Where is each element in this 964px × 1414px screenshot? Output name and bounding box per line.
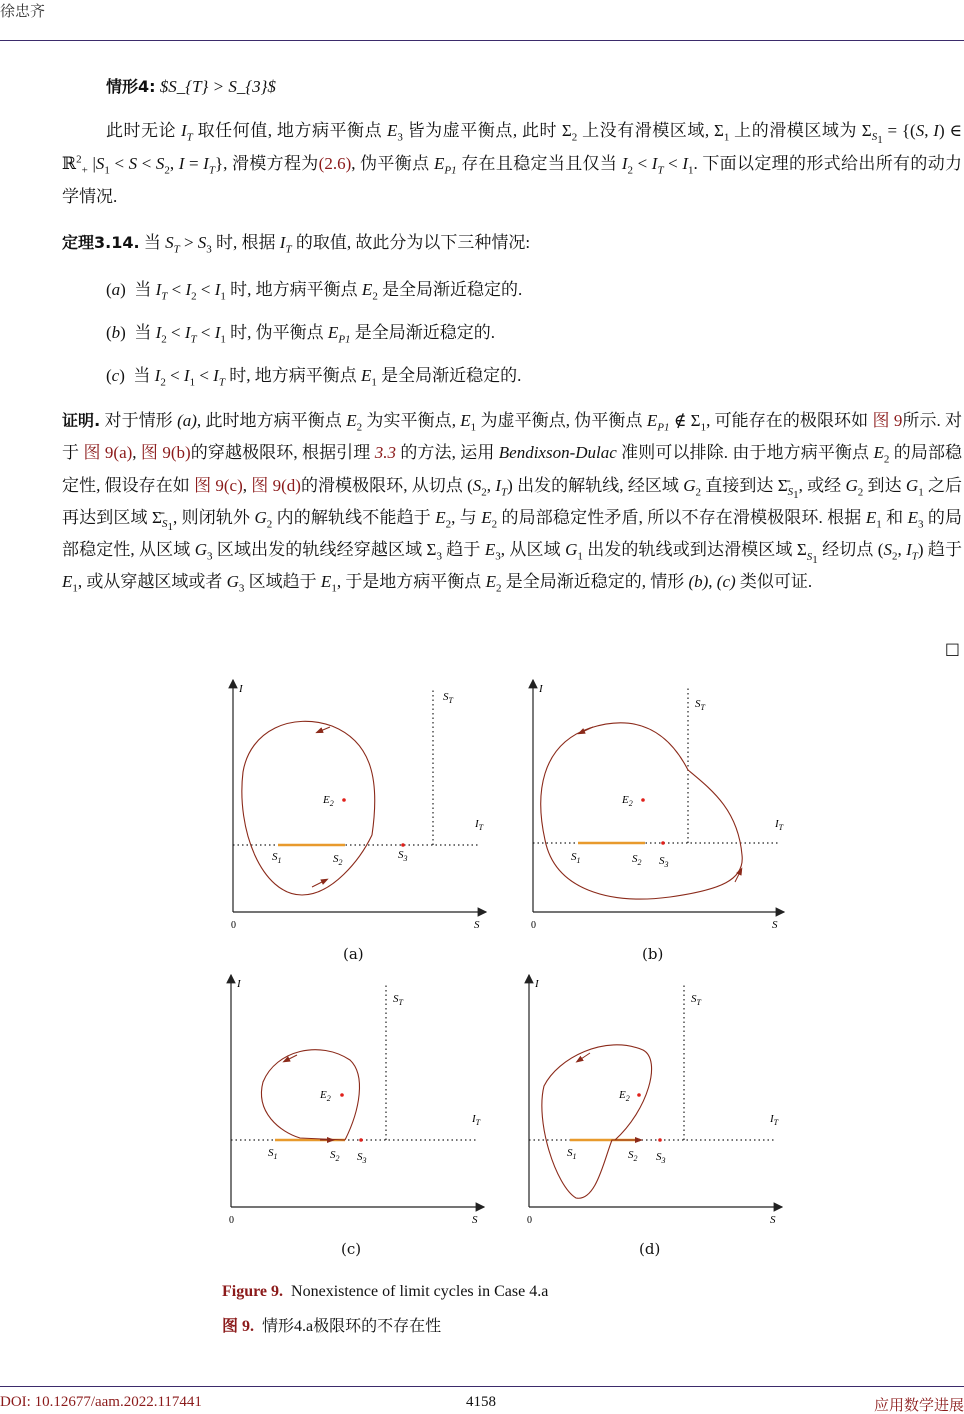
caption-en-text: Nonexistence of limit cycles in Case 4.a xyxy=(291,1283,549,1300)
equilibrium-E2-dot xyxy=(342,798,346,802)
y-axis-label: I xyxy=(535,978,539,990)
running-header-author: 徐忠齐 xyxy=(0,2,46,20)
theorem-label: 定理3.14. xyxy=(62,233,140,252)
x-axis-label: S xyxy=(474,919,480,931)
footer-doi[interactable]: DOI: 10.12677/aam.2022.117441 xyxy=(0,1394,202,1410)
S2-label: $S_2$ xyxy=(632,853,642,867)
IT-label: $I_T$ xyxy=(770,1113,779,1127)
x-axis-label: S xyxy=(770,1214,776,1226)
S3-label: $S_3$ xyxy=(656,1151,666,1165)
IT-label: $I_T$ xyxy=(775,818,784,832)
phase-portrait-d xyxy=(527,975,782,1226)
phase-portrait-c xyxy=(229,975,484,1226)
S1-label: $S_1$ xyxy=(571,851,581,865)
equilibrium-E2-dot xyxy=(637,1093,641,1097)
S3-label: $S_3$ xyxy=(398,849,408,863)
point-S3-dot xyxy=(661,841,665,845)
footer-page-number: 4158 xyxy=(466,1394,496,1410)
caption-zh-text: 情形4.a极限环的不存在性 xyxy=(262,1318,442,1335)
limit-cycle-trajectory xyxy=(261,1050,359,1140)
ST-label: $S_T$ xyxy=(691,993,701,1007)
theorem-item-a: (a) 当 $I_T < I_2 < I_1$ 时, 地方病平衡点 $E_2$ 是全局渐近稳定的. xyxy=(106,280,523,303)
ST-label: $S_T$ xyxy=(393,993,403,1007)
S3-label: $S_3$ xyxy=(357,1151,367,1165)
E2-label: $E_2$ xyxy=(622,794,633,808)
panel-label-a: (a) xyxy=(343,945,364,963)
y-axis-label: I xyxy=(539,683,543,695)
panel-label-c: (c) xyxy=(341,1240,362,1258)
case-label: 情形4: xyxy=(106,77,156,96)
proof-text: 对于情形 (a), 此时地方病平衡点 $E_2$ 为实平衡点, $E_1$ 为虚平衡点, 伪平衡点 $E_{P1}$ ∉ $\Sigma_1$, 可能存在的极限环如 图 9所示. 对于 图 9(a), 图 9(b)的穿越极限环, 根据引理 3.3 的方法, 运用 Bendixson-Dulac 准则可以排除. 由于地方病平衡点 $E_2$ 的局部稳定性, 假设存在如 图 9(c), 图 9(d)的滑模极限环, 从切点 ($S_2$, $I_T$) 出发的解轨线, 经区域 $G_2$ 直接到达 $\Sigmā_{S_1}$, 或经 $G_2$ 到达 $G_1$ 之后再达到区域 $\Sigmā_{S_1}$, 则闭轨外 $G_2$ 内的解轨线不能趋于 $E_2$, 与 $E_2$ 的局部稳定性矛盾, 所以不存在滑模极限环. 根据 $E_1$ 和 $E_3$ 的局部稳定性, 从区域 $G_3$ 区域出发的轨线经穿越区域 $\Sigma_3$ 趋于 $E_3$, 从区域 $G_1$ 出发的轨线或到达滑模区域 $\Sigma_{S_1}$ 经切点 ($S_2$, $I_T$) 趋于 $E_1$, 或从穿越区域或者 $G_3$ 区域趋于 $E_1$, 于是地方病平衡点 $E_2$ 是全局渐近稳定的, 情形 (b), (c) 类似可证. xyxy=(62,411,963,595)
S2-label: $S_2$ xyxy=(333,853,343,867)
ST-label: $S_T$ xyxy=(443,691,453,705)
theorem-item-b: (b) 当 $I_2 < I_T < I_1$ 时, 伪平衡点 $E_{P1}$ 是全局渐近稳定的. xyxy=(106,323,496,346)
caption-en xyxy=(222,1283,548,1301)
theorem-item-c: (c) 当 $I_2 < I_1 < I_T$ 时, 地方病平衡点 $E_1$ 是全局渐近稳定的. xyxy=(106,366,522,389)
S1-label: $S_1$ xyxy=(272,851,282,865)
equilibrium-E2-dot xyxy=(340,1093,344,1097)
footer-rule xyxy=(0,1386,964,1387)
S2-label: $S_2$ xyxy=(330,1149,340,1163)
direction-arrow xyxy=(312,880,326,887)
equilibrium-E2-dot xyxy=(641,798,645,802)
point-S3-dot xyxy=(401,843,405,847)
qed-symbol: □ xyxy=(944,639,960,658)
phase-portrait-b xyxy=(531,680,784,931)
paragraph-1: 此时无论 $I_T$ 取任何值, 地方病平衡点 $E_3$ 皆为虚平衡点, 此时 $\Sigma_2$ 上没有滑模区域, $\Sigma_1$ 上的滑模区域为 $\Sigma_{S_1} = \{(S$, I) ∈ ℝ$^2_+$ $|S_1 < S < S_2$, $I = I_T$}, 滑模方程为(2.6), 伪平衡点 $E_{P1}$ 存在且稳定当且仅当 $I_2 < I_T < I_1$. 下面以定理的形式给出所有的动力学情况. xyxy=(62,121,963,206)
caption-zh xyxy=(222,1313,441,1336)
caption-zh-label: 图 9. xyxy=(222,1318,255,1335)
origin-label: 0 xyxy=(231,920,236,931)
direction-arrow xyxy=(318,727,330,732)
ST-label: $S_T$ xyxy=(695,698,705,712)
origin-label: 0 xyxy=(527,1215,532,1226)
phase-portrait-a xyxy=(231,680,486,931)
direction-arrow xyxy=(578,1053,590,1061)
x-axis-label: S xyxy=(772,919,778,931)
limit-cycle-trajectory xyxy=(542,1045,652,1198)
point-S3-dot xyxy=(359,1138,363,1142)
y-axis-label: I xyxy=(237,978,241,990)
origin-label: 0 xyxy=(229,1215,234,1226)
panel-label-b: (b) xyxy=(642,945,664,963)
point-S3-dot xyxy=(658,1138,662,1142)
E2-label: $E_2$ xyxy=(619,1089,630,1103)
x-axis-label: S xyxy=(472,1214,478,1226)
theorem-text: 当 $S_T > S_3$ 时, 根据 $I_T$ 的取值, 故此分为以下三种情况: xyxy=(143,233,531,256)
E2-label: $E_2$ xyxy=(320,1089,331,1103)
caption-en-label: Figure 9. xyxy=(222,1283,284,1300)
IT-label: $I_T$ xyxy=(472,1113,481,1127)
S1-label: $S_1$ xyxy=(268,1147,278,1161)
S2-label: $S_2$ xyxy=(628,1149,638,1163)
limit-cycle-trajectory xyxy=(242,721,375,895)
limit-cycle-trajectory xyxy=(541,723,742,899)
case-condition: $S_{T} > S_{3}$ xyxy=(159,77,276,96)
IT-label: $I_T$ xyxy=(475,818,484,832)
panel-label-d: (d) xyxy=(639,1240,661,1258)
origin-label: 0 xyxy=(531,920,536,931)
E2-label: $E_2$ xyxy=(323,794,334,808)
S3-label: $S_3$ xyxy=(659,855,669,869)
S1-label: $S_1$ xyxy=(567,1147,577,1161)
y-axis-label: I xyxy=(239,683,243,695)
proof-label: 证明. xyxy=(62,411,101,430)
direction-arrow xyxy=(580,727,593,733)
footer-journal: 应用数学进展 xyxy=(873,1398,964,1414)
